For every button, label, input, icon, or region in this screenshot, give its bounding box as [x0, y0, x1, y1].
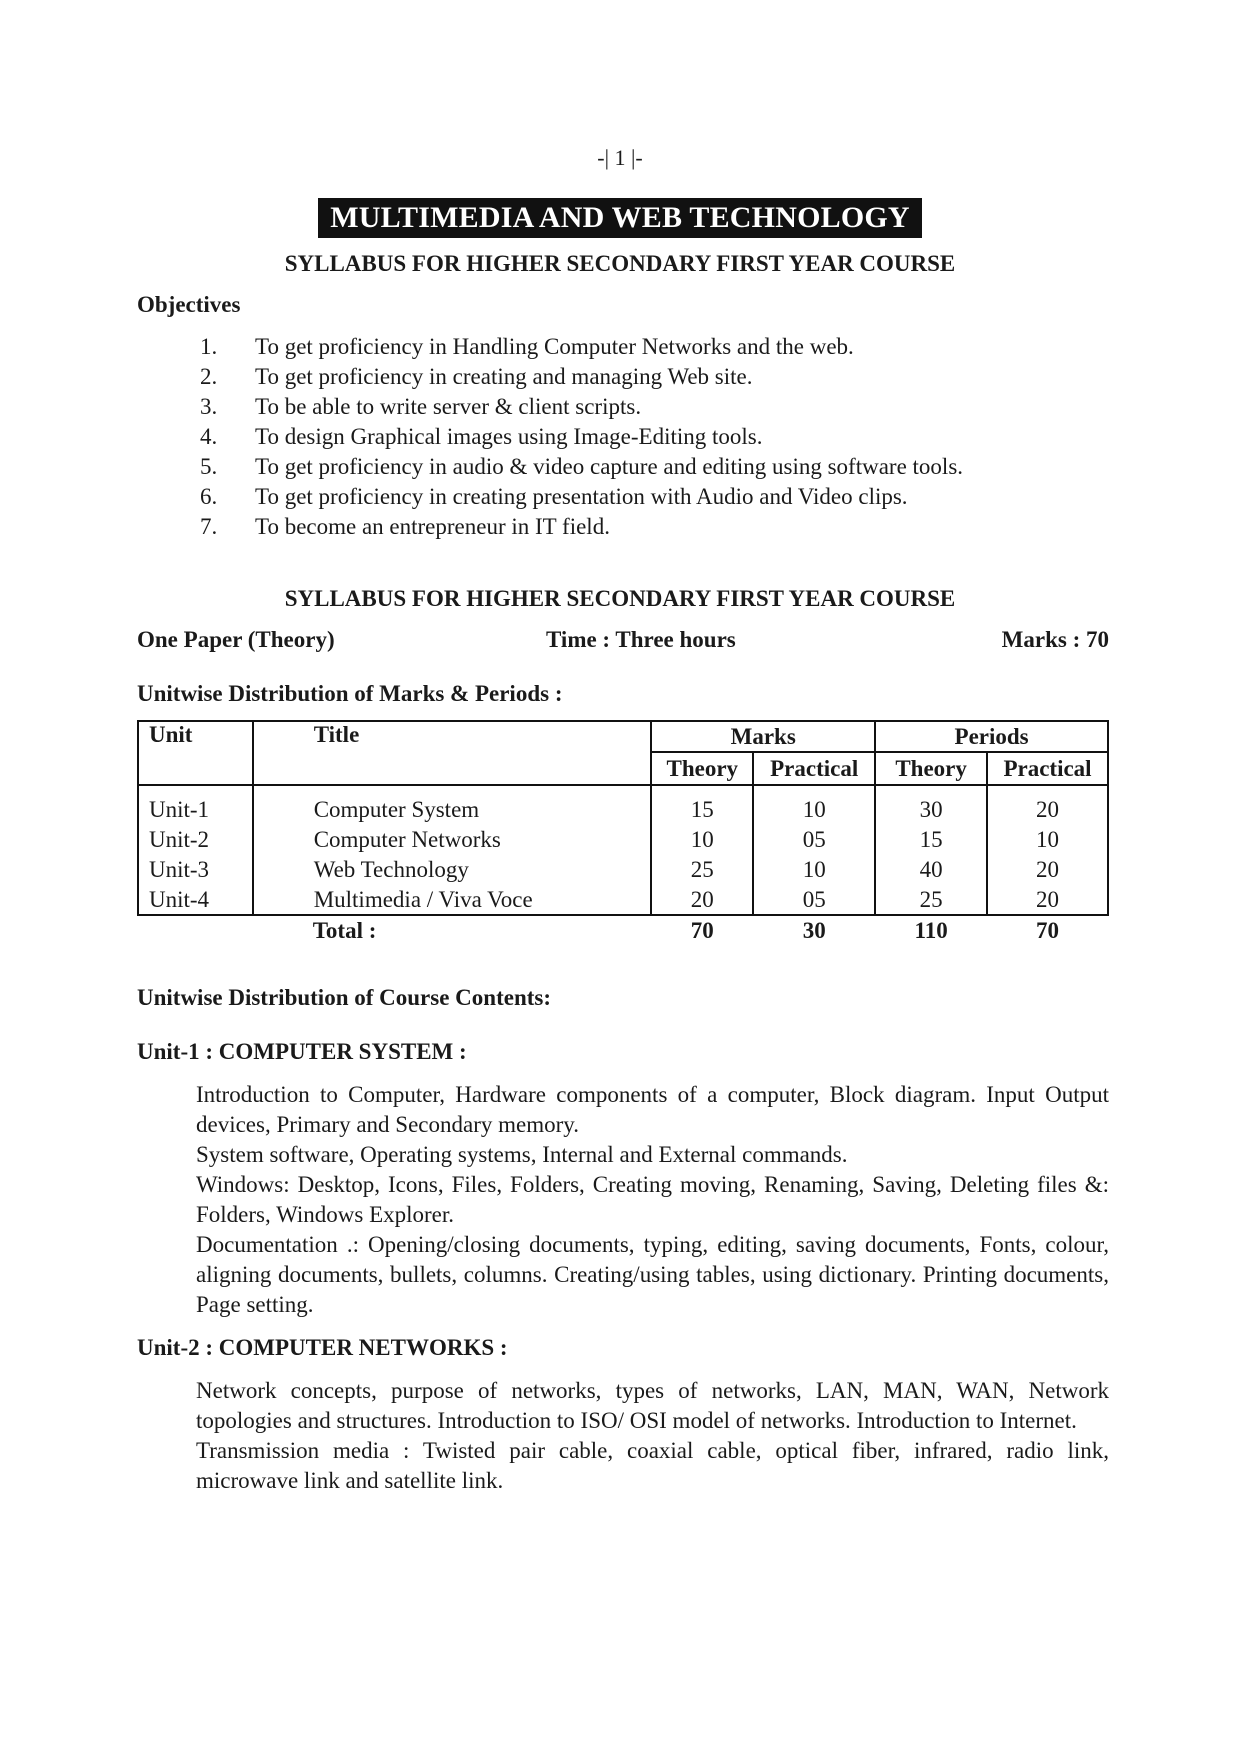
periods-theory-cell: 25 — [875, 885, 987, 915]
unit2-heading: Unit-2 : COMPUTER NETWORKS : — [137, 1335, 508, 1360]
unit1-paragraph: Introduction to Computer, Hardware components of a computer, Block diagram. Input Output devices, Primary and Secondary memory. — [196, 1082, 1109, 1137]
periods-practical-cell: 10 — [987, 825, 1108, 855]
objective-text: To get proficiency in creating presentation with Audio and Video clips. — [255, 484, 908, 509]
objective-number: 5. — [200, 454, 218, 479]
table-header-row — [138, 721, 1108, 752]
unit1-heading: Unit-1 : COMPUTER SYSTEM : — [137, 1039, 467, 1064]
unit2-paragraph: Network concepts, purpose of networks, types of networks, LAN, MAN, WAN, Network topologies and structures. Introduction to ISO/ OSI model of networks. Introduction to Internet. — [196, 1378, 1109, 1433]
objectives-list — [200, 332, 1100, 542]
marks-theory-cell: 10 — [651, 825, 753, 855]
table-row — [138, 795, 1108, 825]
unit1-paragraph: Windows: Desktop, Icons, Files, Folders, Creating moving, Renaming, Saving, Deleting files &: Folders, Windows Explorer. — [196, 1172, 1109, 1227]
course-title: MULTIMEDIA AND WEB TECHNOLOGY — [318, 198, 922, 238]
marks-practical-cell: 05 — [753, 825, 875, 855]
marks-table — [137, 720, 1109, 945]
unit1-paragraph: Documentation .: Opening/closing documents, typing, editing, saving documents, Fonts, colour, aligning documents, bullets, columns. Creating/using tables, using dictionary. Printing documents, Page setting. — [196, 1232, 1109, 1317]
marks-practical-cell: 10 — [753, 795, 875, 825]
total-marks-theory: 70 — [690, 917, 714, 943]
marks-theory-cell: 20 — [651, 885, 753, 915]
objective-item — [200, 512, 1100, 542]
title-cell: Computer Networks — [253, 825, 652, 855]
unit1-content — [196, 1080, 1109, 1320]
title-cell: Multimedia / Viva Voce — [253, 885, 652, 915]
objective-item — [200, 482, 1100, 512]
periods-theory-cell: 40 — [875, 855, 987, 885]
objective-item — [200, 452, 1100, 482]
total-periods-practical: 70 — [1036, 917, 1060, 943]
header-marks-theory: Theory — [651, 752, 753, 785]
objective-text: To design Graphical images using Image-Editing tools. — [255, 424, 763, 449]
total-marks-practical: 30 — [802, 917, 826, 943]
paper-time: Time : Three hours — [546, 627, 736, 652]
periods-theory-cell: 15 — [875, 825, 987, 855]
total-row — [138, 915, 1108, 945]
unit-cell: Unit-4 — [138, 885, 253, 915]
objectives-heading: Objectives — [137, 292, 241, 317]
header-unit: Unit — [138, 721, 253, 785]
distribution-heading: Unitwise Distribution of Marks & Periods : — [137, 681, 563, 706]
objective-text: To get proficiency in creating and managing Web site. — [255, 364, 753, 389]
objective-text: To become an entrepreneur in IT field. — [255, 514, 610, 539]
unit-cell: Unit-1 — [138, 795, 253, 825]
objective-number: 4. — [200, 424, 218, 449]
periods-practical-cell: 20 — [987, 795, 1108, 825]
syllabus-subtitle: SYLLABUS FOR HIGHER SECONDARY FIRST YEAR COURSE — [284, 251, 956, 276]
objective-number: 7. — [200, 514, 218, 539]
title-cell: Computer System — [253, 795, 652, 825]
header-periods-practical: Practical — [987, 752, 1108, 785]
total-label: Total : — [312, 917, 377, 943]
objective-text: To be able to write server & client scripts. — [255, 394, 642, 419]
periods-practical-cell: 20 — [987, 855, 1108, 885]
table-row — [138, 855, 1108, 885]
objective-item — [200, 422, 1100, 452]
header-title: Title — [253, 721, 652, 785]
marks-practical-cell: 10 — [753, 855, 875, 885]
objective-item — [200, 392, 1100, 422]
title-cell: Web Technology — [253, 855, 652, 885]
paper-marks: Marks : 70 — [1001, 627, 1109, 652]
contents-heading: Unitwise Distribution of Course Contents: — [137, 985, 551, 1010]
objective-item — [200, 362, 1100, 392]
header-marks-practical: Practical — [753, 752, 875, 785]
unit2-content — [196, 1376, 1109, 1496]
unit2-paragraph: Transmission media : Twisted pair cable, coaxial cable, optical fiber, infrared, radio link, microwave link and satellite link. — [196, 1438, 1109, 1493]
unit1-paragraph: System software, Operating systems, Internal and External commands. — [196, 1142, 848, 1167]
header-periods: Periods — [875, 721, 1108, 752]
marks-theory-cell: 15 — [651, 795, 753, 825]
periods-theory-cell: 30 — [875, 795, 987, 825]
unit-cell: Unit-2 — [138, 825, 253, 855]
table-row — [138, 885, 1108, 915]
total-periods-theory: 110 — [914, 917, 948, 943]
marks-theory-cell: 25 — [651, 855, 753, 885]
objective-text: To get proficiency in audio & video capture and editing using software tools. — [255, 454, 964, 479]
marks-practical-cell: 05 — [753, 885, 875, 915]
header-marks: Marks — [651, 721, 875, 752]
objective-item — [200, 332, 1100, 362]
unit-cell: Unit-3 — [138, 855, 253, 885]
objective-number: 1. — [200, 334, 218, 359]
syllabus-heading: SYLLABUS FOR HIGHER SECONDARY FIRST YEAR COURSE — [284, 586, 956, 611]
header-periods-theory: Theory — [875, 752, 987, 785]
periods-practical-cell: 20 — [987, 885, 1108, 915]
table-row — [138, 825, 1108, 855]
paper-type: One Paper (Theory) — [137, 627, 335, 652]
objective-text: To get proficiency in Handling Computer Networks and the web. — [255, 334, 854, 359]
objective-number: 2. — [200, 364, 218, 389]
objective-number: 3. — [200, 394, 218, 419]
page-number: -| 1 |- — [597, 145, 643, 170]
objective-number: 6. — [200, 484, 218, 509]
